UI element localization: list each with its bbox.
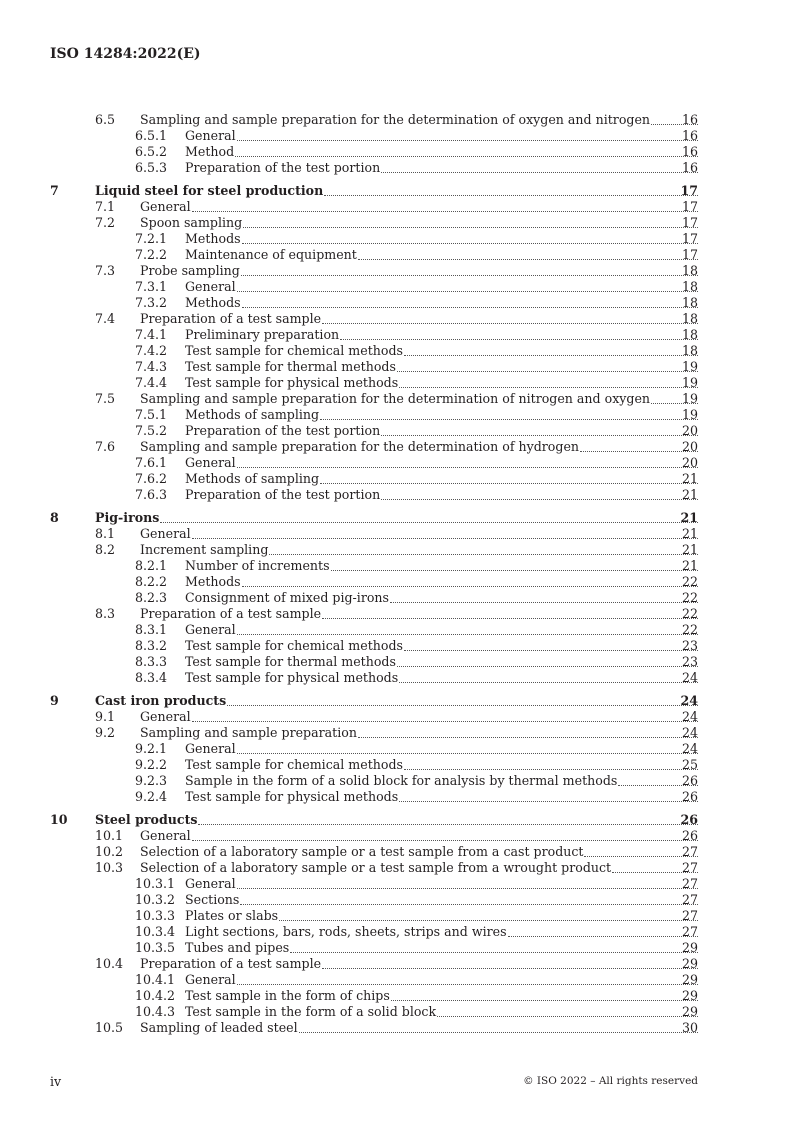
toc-entry[interactable] bbox=[0, 812, 793, 828]
toc-entry[interactable] bbox=[0, 1020, 793, 1036]
dot-leader bbox=[322, 322, 698, 324]
dot-leader bbox=[160, 521, 698, 523]
toc-page-number: 29 bbox=[681, 1004, 698, 1019]
dot-leader bbox=[192, 210, 698, 212]
toc-entry[interactable] bbox=[0, 606, 793, 622]
toc-entry-title: Methods bbox=[185, 295, 241, 310]
toc-page-number: 24 bbox=[681, 725, 698, 740]
toc-entry[interactable] bbox=[0, 471, 793, 487]
toc-entry[interactable] bbox=[0, 144, 793, 160]
toc-entry-title: Probe sampling bbox=[140, 263, 240, 278]
toc-section-number: 10.2 bbox=[95, 844, 124, 859]
toc-entry[interactable] bbox=[0, 773, 793, 789]
toc-section-number: 6.5 bbox=[95, 112, 116, 127]
dot-leader bbox=[299, 1031, 698, 1033]
toc-entry[interactable] bbox=[0, 709, 793, 725]
toc-entry[interactable] bbox=[0, 455, 793, 471]
dot-leader bbox=[237, 752, 698, 754]
toc-section-number: 7.3 bbox=[95, 263, 116, 278]
toc-entry-title: General bbox=[185, 455, 236, 470]
toc-section-number: 7.3.2 bbox=[135, 295, 168, 310]
toc-entry[interactable] bbox=[0, 940, 793, 956]
dot-leader bbox=[399, 681, 698, 683]
toc-section-number: 10.4.2 bbox=[135, 988, 176, 1003]
toc-entry-title: Test sample for physical methods bbox=[185, 789, 399, 804]
toc-section-number: 7.5.2 bbox=[135, 423, 168, 438]
toc-page-number: 29 bbox=[681, 988, 698, 1003]
toc-section-number: 9.2.4 bbox=[135, 789, 168, 804]
toc-entry[interactable] bbox=[0, 295, 793, 311]
toc-entry[interactable] bbox=[0, 231, 793, 247]
toc-entry[interactable] bbox=[0, 757, 793, 773]
toc-page-number: 17 bbox=[681, 215, 698, 230]
dot-leader bbox=[243, 226, 698, 228]
toc-entry-title: Test sample for thermal methods bbox=[185, 359, 396, 374]
toc-section-number: 9.1 bbox=[95, 709, 116, 724]
toc-page-number: 17 bbox=[681, 247, 698, 262]
toc-page-number: 18 bbox=[681, 263, 698, 278]
toc-section-number: 9.2.1 bbox=[135, 741, 168, 756]
toc-section-number: 7.2.2 bbox=[135, 247, 168, 262]
toc-entry[interactable] bbox=[0, 908, 793, 924]
toc-section-number: 9.2 bbox=[95, 725, 116, 740]
dot-leader bbox=[227, 704, 698, 706]
table-of-contents bbox=[0, 112, 793, 1036]
dot-leader bbox=[397, 665, 698, 667]
toc-section-number: 10.5 bbox=[95, 1020, 124, 1035]
toc-section-number: 8 bbox=[50, 510, 59, 525]
toc-entry[interactable] bbox=[0, 558, 793, 574]
toc-section-number: 10.4 bbox=[95, 956, 124, 971]
toc-page-number: 22 bbox=[681, 590, 698, 605]
toc-entry-title: Test sample for chemical methods bbox=[185, 638, 403, 653]
dot-leader bbox=[340, 338, 698, 340]
toc-page-number: 21 bbox=[680, 510, 698, 525]
toc-entry-title: General bbox=[185, 279, 236, 294]
toc-section-number: 7.2.1 bbox=[135, 231, 168, 246]
toc-entry[interactable] bbox=[0, 112, 793, 128]
toc-page-number: 23 bbox=[681, 654, 698, 669]
toc-section-number: 10 bbox=[50, 812, 68, 827]
toc-entry-title: Test sample in the form of a solid block bbox=[185, 1004, 437, 1019]
toc-page-number: 24 bbox=[680, 693, 698, 708]
toc-entry[interactable] bbox=[0, 439, 793, 455]
toc-entry-title: Light sections, bars, rods, sheets, strips and wires bbox=[185, 924, 507, 939]
toc-section-number: 6.5.1 bbox=[135, 128, 168, 143]
toc-section-number: 8.3 bbox=[95, 606, 116, 621]
toc-page-number: 26 bbox=[681, 773, 698, 788]
toc-section-number: 6.5.2 bbox=[135, 144, 168, 159]
toc-page-number: 21 bbox=[681, 471, 698, 486]
toc-entry-title: Preparation of a test sample bbox=[140, 311, 322, 326]
toc-page-number: 29 bbox=[681, 940, 698, 955]
toc-entry[interactable] bbox=[0, 988, 793, 1004]
toc-entry[interactable] bbox=[0, 391, 793, 407]
toc-entry-title: Method bbox=[185, 144, 235, 159]
toc-page-number: 23 bbox=[681, 638, 698, 653]
toc-entry-title: Methods of sampling bbox=[185, 407, 320, 422]
toc-entry[interactable] bbox=[0, 574, 793, 590]
toc-entry-title: General bbox=[140, 709, 191, 724]
toc-entry-title: General bbox=[185, 741, 236, 756]
toc-section-number: 8.3.4 bbox=[135, 670, 168, 685]
toc-entry[interactable] bbox=[0, 622, 793, 638]
toc-page-number: 20 bbox=[681, 423, 698, 438]
toc-entry[interactable] bbox=[0, 160, 793, 176]
toc-section-number: 7.6.3 bbox=[135, 487, 168, 502]
toc-section-number: 7.4 bbox=[95, 311, 116, 326]
toc-entry[interactable] bbox=[0, 407, 793, 423]
toc-entry-title: Sampling and sample preparation for the determination of nitrogen and oxygen bbox=[140, 391, 651, 406]
toc-page-number: 19 bbox=[681, 375, 698, 390]
toc-section-number: 10.3.5 bbox=[135, 940, 176, 955]
toc-section-number: 8.2.1 bbox=[135, 558, 168, 573]
toc-entry-title: Tubes and pipes bbox=[185, 940, 290, 955]
toc-page-number: 27 bbox=[681, 892, 698, 907]
toc-page-number: 21 bbox=[681, 542, 698, 557]
dot-leader bbox=[192, 839, 698, 841]
toc-page-number: 27 bbox=[681, 844, 698, 859]
dot-leader bbox=[404, 768, 698, 770]
dot-leader bbox=[198, 823, 698, 825]
toc-entry[interactable] bbox=[0, 1004, 793, 1020]
toc-entry-title: General bbox=[140, 526, 191, 541]
toc-entry-title: Selection of a laboratory sample or a test sample from a wrought product bbox=[140, 860, 612, 875]
toc-entry[interactable] bbox=[0, 359, 793, 375]
dot-leader bbox=[322, 967, 698, 969]
dot-leader bbox=[320, 418, 698, 420]
toc-section-number: 6.5.3 bbox=[135, 160, 168, 175]
toc-section-number: 7.4.2 bbox=[135, 343, 168, 358]
dot-leader bbox=[290, 951, 698, 953]
toc-entry-title: Consignment of mixed pig-irons bbox=[185, 590, 390, 605]
dot-leader bbox=[237, 466, 698, 468]
dot-leader bbox=[397, 370, 698, 372]
toc-entry-title: Maintenance of equipment bbox=[185, 247, 357, 262]
toc-page-number: 27 bbox=[681, 860, 698, 875]
dot-leader bbox=[237, 633, 698, 635]
toc-page-number: 21 bbox=[681, 487, 698, 502]
toc-section-number: 7.4.4 bbox=[135, 375, 168, 390]
toc-page-number: 16 bbox=[681, 128, 698, 143]
toc-page-number: 27 bbox=[681, 924, 698, 939]
toc-section-number: 8.2.3 bbox=[135, 590, 168, 605]
toc-page-number: 22 bbox=[681, 574, 698, 589]
toc-entry-title: Test sample for thermal methods bbox=[185, 654, 396, 669]
toc-entry[interactable] bbox=[0, 670, 793, 686]
toc-page-number: 16 bbox=[681, 160, 698, 175]
toc-section-number: 7.4.1 bbox=[135, 327, 168, 342]
toc-page-number: 24 bbox=[681, 709, 698, 724]
toc-entry[interactable] bbox=[0, 876, 793, 892]
toc-section-number: 8.2.2 bbox=[135, 574, 168, 589]
document-id: ISO 14284:2022(E) bbox=[50, 46, 201, 62]
toc-section-number: 7.6.2 bbox=[135, 471, 168, 486]
toc-entry[interactable] bbox=[0, 311, 793, 327]
toc-section-number: 7.5 bbox=[95, 391, 116, 406]
toc-page-number: 17 bbox=[681, 199, 698, 214]
dot-leader bbox=[381, 434, 698, 436]
toc-section-number: 10.4.3 bbox=[135, 1004, 176, 1019]
toc-entry-title: Sampling of leaded steel bbox=[140, 1020, 298, 1035]
toc-entry[interactable] bbox=[0, 487, 793, 503]
toc-entry-title: Methods bbox=[185, 231, 241, 246]
toc-entry[interactable] bbox=[0, 343, 793, 359]
toc-page-number: 18 bbox=[681, 279, 698, 294]
toc-entry[interactable] bbox=[0, 972, 793, 988]
toc-page-number: 19 bbox=[681, 391, 698, 406]
toc-page-number: 29 bbox=[681, 972, 698, 987]
toc-entry[interactable] bbox=[0, 128, 793, 144]
toc-entry[interactable] bbox=[0, 693, 793, 709]
toc-entry-title: General bbox=[185, 622, 236, 637]
dot-leader bbox=[324, 194, 698, 196]
toc-section-number: 10.3.3 bbox=[135, 908, 176, 923]
toc-page-number: 22 bbox=[681, 606, 698, 621]
dot-leader bbox=[390, 601, 698, 603]
toc-section-number: 7.6 bbox=[95, 439, 116, 454]
toc-page-number: 26 bbox=[681, 789, 698, 804]
dot-leader bbox=[242, 306, 698, 308]
toc-section-number: 9.2.3 bbox=[135, 773, 168, 788]
toc-section-number: 10.3 bbox=[95, 860, 124, 875]
toc-page-number: 21 bbox=[681, 558, 698, 573]
toc-entry-title: Test sample for physical methods bbox=[185, 670, 399, 685]
toc-section-number: 7 bbox=[50, 183, 59, 198]
toc-section-number: 8.3.3 bbox=[135, 654, 168, 669]
toc-page-number: 29 bbox=[681, 956, 698, 971]
toc-entry[interactable] bbox=[0, 741, 793, 757]
toc-entry-title: Preparation of a test sample bbox=[140, 606, 322, 621]
dot-leader bbox=[279, 919, 698, 921]
toc-entry-title: Preparation of the test portion bbox=[185, 487, 381, 502]
dot-leader bbox=[237, 983, 698, 985]
toc-page-number: 27 bbox=[681, 908, 698, 923]
toc-entry-title: Increment sampling bbox=[140, 542, 269, 557]
toc-page-number: 19 bbox=[681, 359, 698, 374]
toc-entry-title: Sampling and sample preparation for the determination of hydrogen bbox=[140, 439, 580, 454]
toc-entry[interactable] bbox=[0, 247, 793, 263]
toc-entry[interactable] bbox=[0, 654, 793, 670]
toc-entry-title: Sections bbox=[185, 892, 240, 907]
toc-entry[interactable] bbox=[0, 638, 793, 654]
toc-entry-title: Test sample in the form of chips bbox=[185, 988, 390, 1003]
toc-entry-title: Steel products bbox=[95, 812, 198, 827]
toc-section-number: 7.2 bbox=[95, 215, 116, 230]
dot-leader bbox=[381, 171, 698, 173]
dot-leader bbox=[437, 1015, 698, 1017]
toc-page-number: 25 bbox=[681, 757, 698, 772]
dot-leader bbox=[391, 999, 698, 1001]
toc-entry-title: Test sample for chemical methods bbox=[185, 343, 403, 358]
toc-entry[interactable] bbox=[0, 183, 793, 199]
dot-leader bbox=[192, 537, 698, 539]
toc-entry-title: Sample in the form of a solid block for analysis by thermal methods bbox=[185, 773, 618, 788]
dot-leader bbox=[237, 290, 698, 292]
toc-entry[interactable] bbox=[0, 542, 793, 558]
toc-entry-title: Test sample for chemical methods bbox=[185, 757, 403, 772]
toc-entry[interactable] bbox=[0, 327, 793, 343]
toc-entry[interactable] bbox=[0, 828, 793, 844]
dot-leader bbox=[322, 617, 698, 619]
toc-entry[interactable] bbox=[0, 725, 793, 741]
dot-leader bbox=[242, 242, 698, 244]
dot-leader bbox=[242, 585, 698, 587]
toc-page-number: 24 bbox=[681, 741, 698, 756]
toc-entry-title: Spoon sampling bbox=[140, 215, 243, 230]
toc-page-number: 26 bbox=[681, 828, 698, 843]
toc-entry-title: Pig-irons bbox=[95, 510, 160, 525]
toc-entry-title: General bbox=[140, 828, 191, 843]
toc-page-number: 16 bbox=[681, 112, 698, 127]
toc-page-number: 27 bbox=[681, 876, 698, 891]
toc-entry[interactable] bbox=[0, 956, 793, 972]
toc-section-number: 8.1 bbox=[95, 526, 116, 541]
toc-section-number: 7.4.3 bbox=[135, 359, 168, 374]
toc-entry[interactable] bbox=[0, 789, 793, 805]
toc-entry[interactable] bbox=[0, 279, 793, 295]
toc-section-number: 7.5.1 bbox=[135, 407, 168, 422]
toc-entry-title: Preliminary preparation bbox=[185, 327, 340, 342]
toc-entry[interactable] bbox=[0, 423, 793, 439]
toc-section-number: 8.3.2 bbox=[135, 638, 168, 653]
toc-page-number: 16 bbox=[681, 144, 698, 159]
toc-page-number: 18 bbox=[681, 295, 698, 310]
toc-entry-title: Sampling and sample preparation bbox=[140, 725, 357, 740]
toc-entry-title: General bbox=[140, 199, 191, 214]
toc-page-number: 21 bbox=[681, 526, 698, 541]
toc-page-number: 20 bbox=[681, 439, 698, 454]
toc-section-number: 9.2.2 bbox=[135, 757, 168, 772]
toc-page-number: 26 bbox=[680, 812, 698, 827]
toc-entry-title: Cast iron products bbox=[95, 693, 227, 708]
toc-section-number: 10.3.1 bbox=[135, 876, 176, 891]
toc-entry-title: Methods bbox=[185, 574, 241, 589]
dot-leader bbox=[358, 258, 698, 260]
toc-entry[interactable] bbox=[0, 844, 793, 860]
toc-page-number: 22 bbox=[681, 622, 698, 637]
toc-entry-title: Preparation of the test portion bbox=[185, 160, 381, 175]
toc-entry[interactable] bbox=[0, 263, 793, 279]
toc-section-number: 9 bbox=[50, 693, 59, 708]
toc-entry-title: Liquid steel for steel production bbox=[95, 183, 324, 198]
toc-page-number: 19 bbox=[681, 407, 698, 422]
toc-section-number: 7.3.1 bbox=[135, 279, 168, 294]
toc-entry-title: Preparation of a test sample bbox=[140, 956, 322, 971]
toc-entry[interactable] bbox=[0, 510, 793, 526]
toc-page-number: 30 bbox=[681, 1020, 698, 1035]
toc-entry[interactable] bbox=[0, 375, 793, 391]
toc-entry-title: Plates or slabs bbox=[185, 908, 279, 923]
toc-entry-title: General bbox=[185, 128, 236, 143]
toc-page-number: 18 bbox=[681, 343, 698, 358]
toc-entry-title: General bbox=[185, 876, 236, 891]
dot-leader bbox=[269, 553, 698, 555]
toc-entry[interactable] bbox=[0, 860, 793, 876]
toc-section-number: 8.3.1 bbox=[135, 622, 168, 637]
dot-leader bbox=[240, 903, 698, 905]
toc-page-number: 17 bbox=[680, 183, 698, 198]
dot-leader bbox=[237, 139, 698, 141]
copyright-notice: © ISO 2022 – All rights reserved bbox=[523, 1075, 698, 1087]
toc-entry[interactable] bbox=[0, 526, 793, 542]
toc-entry-title: Number of increments bbox=[185, 558, 330, 573]
page-number: iv bbox=[50, 1074, 62, 1089]
toc-section-number: 8.2 bbox=[95, 542, 116, 557]
dot-leader bbox=[358, 736, 698, 738]
toc-section-number: 10.3.4 bbox=[135, 924, 176, 939]
dot-leader bbox=[399, 386, 698, 388]
dot-leader bbox=[331, 569, 698, 571]
dot-leader bbox=[399, 800, 698, 802]
toc-section-number: 10.4.1 bbox=[135, 972, 176, 987]
toc-page-number: 18 bbox=[681, 327, 698, 342]
toc-page-number: 24 bbox=[681, 670, 698, 685]
toc-entry[interactable] bbox=[0, 215, 793, 231]
toc-page-number: 17 bbox=[681, 231, 698, 246]
toc-section-number: 10.1 bbox=[95, 828, 124, 843]
dot-leader bbox=[192, 720, 698, 722]
toc-entry[interactable] bbox=[0, 199, 793, 215]
toc-entry-title: Sampling and sample preparation for the determination of oxygen and nitrogen bbox=[140, 112, 651, 127]
dot-leader bbox=[404, 354, 698, 356]
toc-entry-title: General bbox=[185, 972, 236, 987]
dot-leader bbox=[404, 649, 698, 651]
toc-entry-title: Test sample for physical methods bbox=[185, 375, 399, 390]
toc-page-number: 18 bbox=[681, 311, 698, 326]
dot-leader bbox=[235, 155, 698, 157]
toc-section-number: 10.3.2 bbox=[135, 892, 176, 907]
dot-leader bbox=[381, 498, 698, 500]
toc-page-number: 20 bbox=[681, 455, 698, 470]
dot-leader bbox=[241, 274, 698, 276]
dot-leader bbox=[320, 482, 698, 484]
toc-entry-title: Preparation of the test portion bbox=[185, 423, 381, 438]
toc-section-number: 7.1 bbox=[95, 199, 116, 214]
toc-entry-title: Selection of a laboratory sample or a test sample from a cast product bbox=[140, 844, 584, 859]
toc-entry[interactable] bbox=[0, 924, 793, 940]
toc-entry[interactable] bbox=[0, 892, 793, 908]
toc-entry-title: Methods of sampling bbox=[185, 471, 320, 486]
toc-entry[interactable] bbox=[0, 590, 793, 606]
dot-leader bbox=[237, 887, 698, 889]
toc-section-number: 7.6.1 bbox=[135, 455, 168, 470]
